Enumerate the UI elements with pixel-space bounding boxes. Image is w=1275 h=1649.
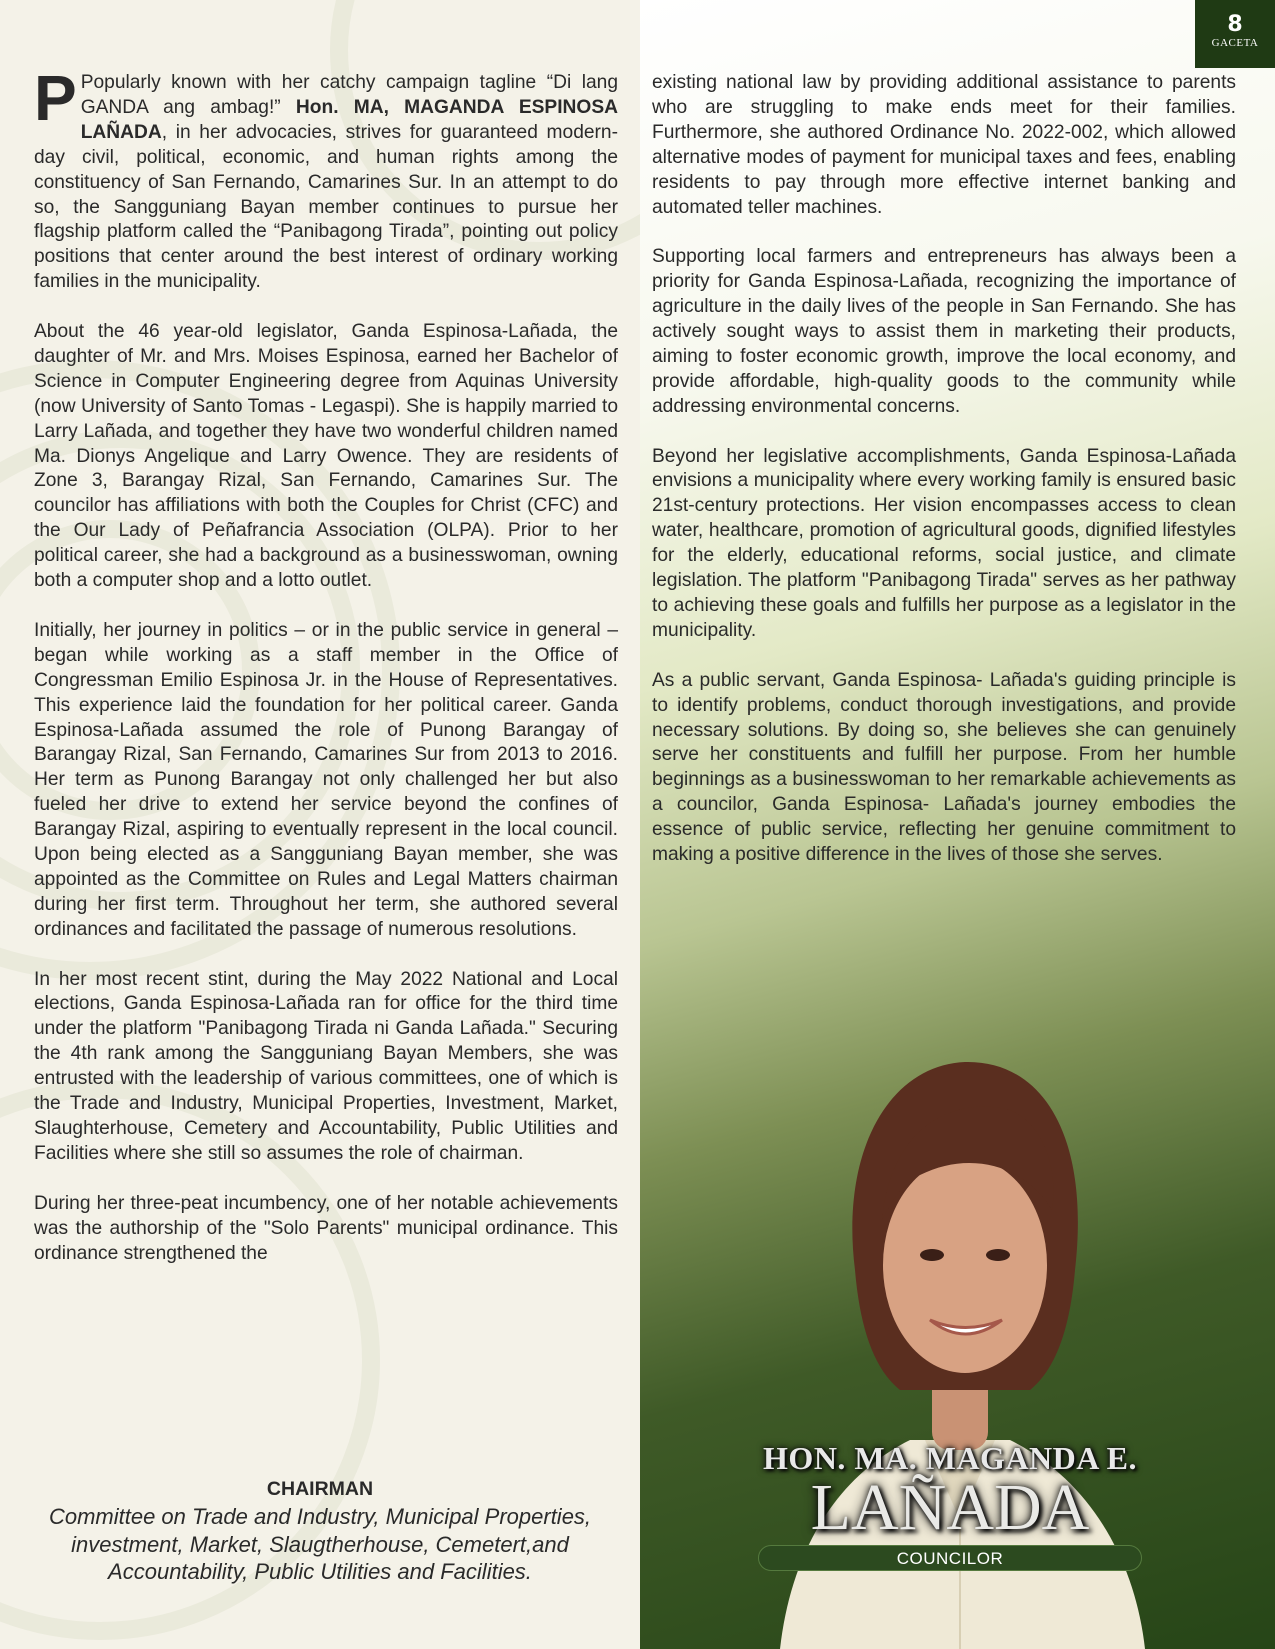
article-paragraph: Initially, her journey in politics – or in the public service in general – began while working as a staff member in the Office of Congressman Emilio Espinosa Jr. in the House of Representatives. This experience laid the foundation for her political career. Ganda Espinosa-Lañada assumed the role of Punong Barangay of Barangay Rizal, San Fernando, Camarines Sur from 2013 to 2016. Her term as Punong Barangay not only challenged her but also fueled her drive to extend her service beyond the confines of Barangay Rizal, aspiring to eventually represent in the local council. Upon being elected as a Sangguniang Bayan member, she was appointed as the Committee on Rules and Legal Matters chairman during her first term. Throughout her term, she authored several ordinances and facilitated the passage of numerous resolutions. xyxy=(34,619,618,940)
article-column-right xyxy=(652,71,1236,893)
article-text: , in her advocacies, strives for guaranteed modern-day civil, political, economic, and human rights among the constituency of San Fernando, Camarines Sur. In an attempt to do so, the Sangguniang Bayan member continues to pursue her flagship platform called the “Panibagong Tirada”, pointing out policy positions that center around the best interest of ordinary working families in the municipality. xyxy=(34,121,618,293)
article-lead: Popularly known with her catchy campaign tagline “Di lang GANDA ang ambag!” xyxy=(80,72,618,118)
article-paragraph: During her three-peat incumbency, one of her notable achievements was the authorship of the "Solo Parents" municipal ordinance. This ordinance strengthened the xyxy=(34,1192,618,1264)
article-paragraph: existing national law by providing additional assistance to parents who are struggling to make ends meet for their families. Furthermore, she authored Ordinance No. 2022-002, which allowed alternative modes of payment for municipal taxes and fees, enabling residents to pay through more effective internet banking and automated teller machines. xyxy=(652,72,1236,218)
article-paragraph: Beyond her legislative accomplishments, Ganda Espinosa-Lañada envisions a municipality where every working family is ensured basic 21st-century protections. Her vision encompasses access to clean water, healthcare, promotion of agricultural goods, dignified lifestyles for the elderly, educational reforms, social justice, and climate legislation. The platform "Panibagong Tirada" serves as her pathway to achieving these goals and fulfills her purpose as a legislator in the municipality. xyxy=(652,445,1236,641)
chairman-title: CHAIRMAN xyxy=(266,1478,374,1500)
article-paragraph: As a public servant, Ganda Espinosa- Lañada's guiding principle is to identify problems, conduct thorough investigations, and provide necessary solutions. By doing so, she believes she can genuinely serve her constituents and fulfill her purpose. From her humble beginnings as a businesswoman to her remarkable achievements as a councilor, Ganda Espinosa- Lañada's journey embodies the essence of public service, reflecting her genuine commitment to making a positive difference in the lives of those she serves. xyxy=(652,669,1236,866)
portrait-face xyxy=(883,1157,1047,1373)
name-plate xyxy=(740,1440,1160,1571)
councilor-name-line1: HON. MA. MAGANDA E. xyxy=(763,1440,1137,1476)
page-number-tab xyxy=(1195,0,1275,68)
publication-name: GACETA xyxy=(1211,37,1259,49)
councilor-name-line2: LAÑADA xyxy=(810,1471,1090,1544)
drop-cap: P xyxy=(34,62,77,134)
chairman-box xyxy=(40,1478,600,1586)
chairman-committee: Committee on Trade and Industry, Municipal Properties, investment, Market, Slaugtherhouse, Cemetert,and Accountability, Public Utilities and Facilities. xyxy=(48,1504,592,1584)
article-paragraph: Supporting local farmers and entrepreneurs has always been a priority for Ganda Espinosa-Lañada, recognizing the importance of agriculture in the daily lives of the people in San Fernando. She has actively sought ways to assist them in marketing their products, aiming to foster economic growth, improve the local economy, and provide affordable, high-quality goods to the community while addressing environmental concerns. xyxy=(652,246,1236,417)
article-paragraph: In her most recent stint, during the May 2022 National and Local elections, Ganda Espinosa-Lañada ran for office for the third time under the platform "Panibagong Tirada ni Ganda Lañada." Securing the 4th rank among the Sangguniang Bayan Members, she was entrusted with the leadership of various committees, one of which is the Trade and Industry, Municipal Properties, Investment, Market, Slaughterhouse, Cemetery and Accountability, Public Utilities and Facilities where she still so assumes the role of chairman. xyxy=(34,968,618,1164)
councilor-name-inline: Hon. MA, MAGANDA ESPINOSA LAÑADA xyxy=(80,96,618,143)
page-number: 8 xyxy=(1227,12,1243,37)
article-paragraph xyxy=(34,62,618,295)
role-badge: COUNCILOR xyxy=(758,1545,1142,1571)
article-paragraph: About the 46 year-old legislator, Ganda Espinosa-Lañada, the daughter of Mr. and Mrs. Moises Espinosa, earned her Bachelor of Science in Computer Engineering degree from Aquinas University (now University of Santo Tomas - Legaspi). She is happily married to Larry Lañada, and together they have two wonderful children named Ma. Dionys Angelique and Larry Owence. They are residents of Zone 3, Barangay Rizal, San Fernando, Camarines Sur. The councilor has affiliations with both the Couples for Christ (CFC) and the Our Lady of Peñafrancia Association (OLPA). Prior to her political career, she had a background as a businesswoman, owning both a computer shop and a lotto outlet. xyxy=(34,321,618,592)
article-column-left xyxy=(34,62,618,1291)
